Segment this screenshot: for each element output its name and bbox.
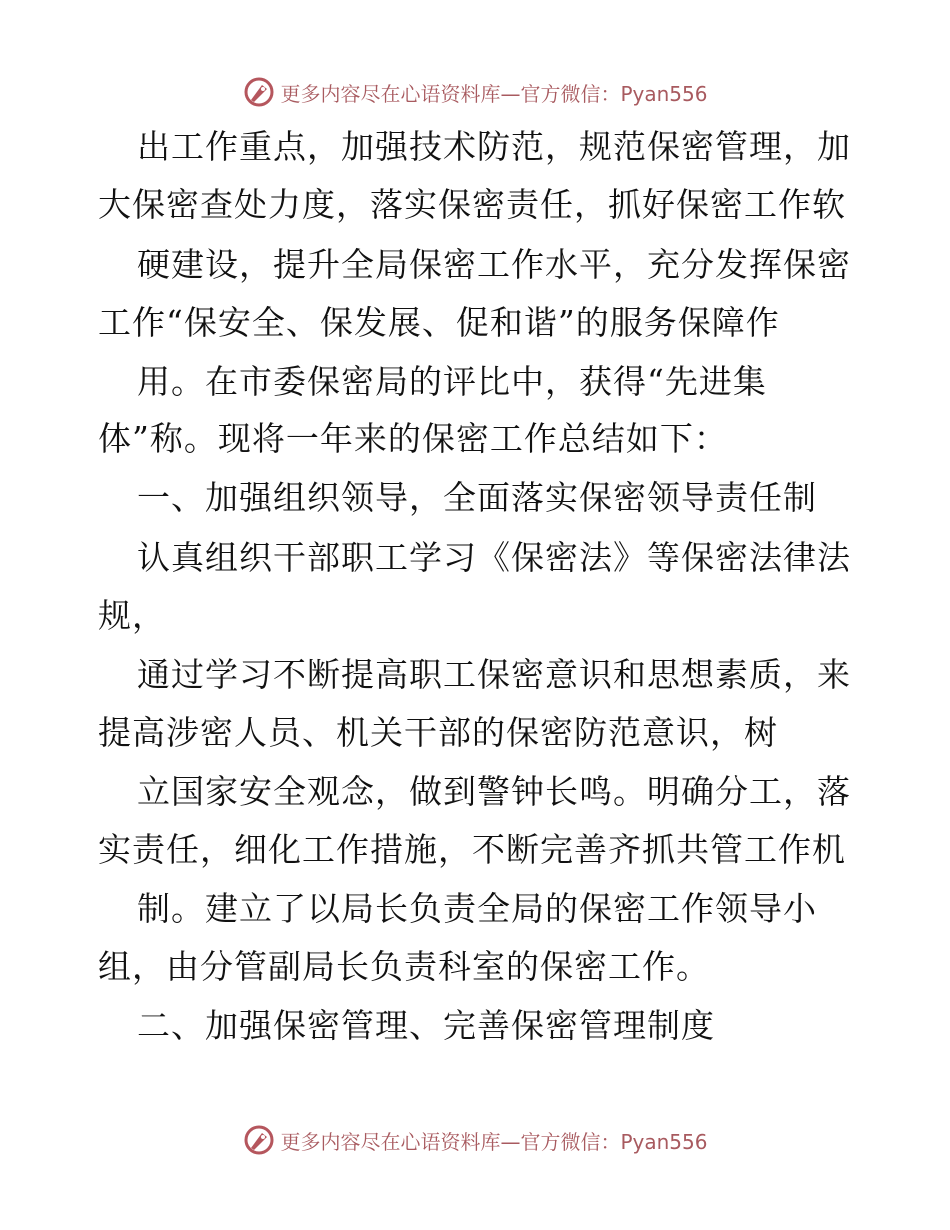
body-line: 立国家安全观念，做到警钟长鸣。明确分工，落 xyxy=(137,772,851,811)
header-banner-wechat: 官方微信：Pyan556 xyxy=(520,81,708,106)
body-line: 大保密查处力度，落实保密责任，抓好保密工作软 xyxy=(98,185,846,224)
body-line: 规， xyxy=(98,596,166,635)
footer-banner-main: 更多内容尽在心语资料库 xyxy=(280,1129,501,1154)
footer-banner xyxy=(0,1120,950,1160)
footer-banner-wechat: 官方微信：Pyan556 xyxy=(520,1129,708,1154)
section-heading: 二、加强保密管理、完善保密管理制度 xyxy=(137,1006,715,1045)
body-line: 体”称。现将一年来的保密工作总结如下： xyxy=(98,419,728,458)
footer-banner-text xyxy=(280,1126,707,1155)
body-line: 组，由分管副局长负责科室的保密工作。 xyxy=(98,947,710,986)
body-line: 用。在市委保密局的评比中，获得“先进集 xyxy=(137,362,767,401)
pen-nib-logo-icon xyxy=(242,1123,276,1157)
section-heading: 一、加强组织领导，全面落实保密领导责任制 xyxy=(137,478,817,517)
body-line: 提高涉密人员、机关干部的保密防范意识，树 xyxy=(98,713,778,752)
header-banner-main: 更多内容尽在心语资料库 xyxy=(280,81,501,106)
body-line: 实责任，细化工作措施，不断完善齐抓共管工作机 xyxy=(98,830,846,869)
body-line: 制。建立了以局长负责全局的保密工作领导小 xyxy=(137,889,817,928)
body-line: 出工作重点，加强技术防范，规范保密管理，加 xyxy=(137,127,851,166)
header-banner-separator: — xyxy=(500,81,521,106)
footer-banner-separator: — xyxy=(500,1129,521,1154)
body-line: 工作“保安全、保发展、促和谐”的服务保障作 xyxy=(98,303,780,342)
body-line: 硬建设，提升全局保密工作水平，充分发挥保密 xyxy=(137,245,851,284)
body-line: 通过学习不断提高职工保密意识和思想素质，来 xyxy=(137,655,851,694)
body-line: 认真组织干部职工学习《保密法》等保密法律法 xyxy=(137,538,851,577)
